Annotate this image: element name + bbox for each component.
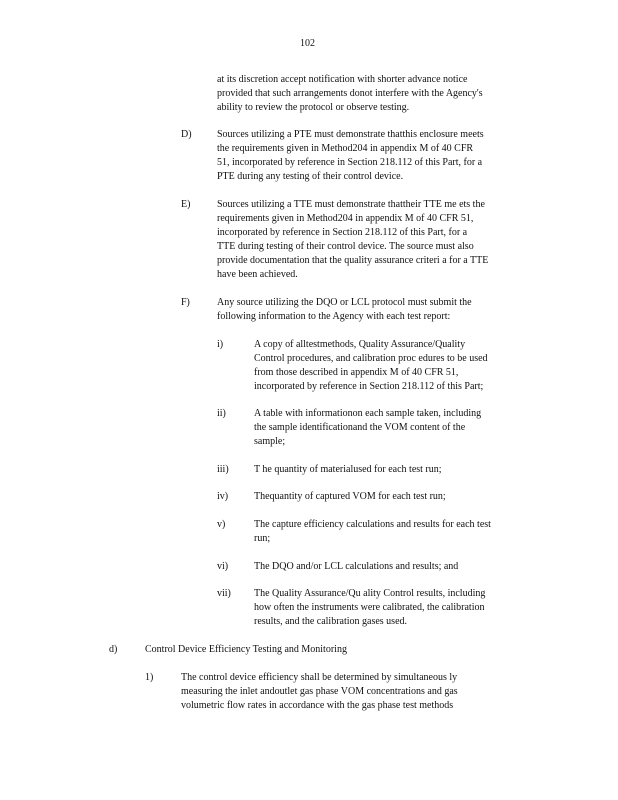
sub-item-paragraph	[254, 463, 554, 477]
text-line: The Quality Assurance/Qu ality Control results, including	[254, 588, 486, 599]
sub-item-label: iv)	[217, 491, 229, 502]
text-line: provided that such arrangements donot interfere with the Agency's	[217, 88, 483, 99]
sub-item-paragraph	[254, 587, 554, 629]
sub-item-label: ii)	[217, 408, 226, 419]
text-line: following information to the Agency with each test report:	[217, 311, 451, 322]
text-line: provide documentation that the quality assurance criteri a for a TTE	[217, 255, 489, 266]
text-line: Sources utilizing a PTE must demonstrate thatthis enclosure meets	[217, 129, 484, 140]
section-d-label: d)	[109, 644, 118, 655]
text-line: the sample identificationand the VOM content of the	[254, 422, 466, 433]
section-d-heading: Control Device Efficiency Testing and Monitoring	[145, 644, 347, 655]
text-line: requirements given in Method204 in appendix M of 40 CFR 51,	[217, 213, 474, 224]
text-line: Thequantity of captured VOM for each test run;	[254, 491, 446, 502]
page-number: 102	[300, 38, 315, 49]
item-e-paragraph	[217, 198, 547, 282]
continuation-paragraph	[217, 73, 537, 115]
text-line: the requirements given in Method204 in appendix M of 40 CFR	[217, 143, 474, 154]
sub-item-label: iii)	[217, 464, 229, 475]
text-line: A copy of alltestmethods, Quality Assurance/Quality	[254, 339, 466, 350]
text-line: TTE during testing of their control device. The source must also	[217, 241, 474, 252]
item-e-label: E)	[181, 199, 191, 210]
sub-item-paragraph	[254, 338, 554, 394]
text-line: sample;	[254, 436, 286, 447]
item-1-paragraph	[181, 671, 521, 713]
text-line: from those described in appendix M of 40 CFR 51,	[254, 367, 459, 378]
item-f-label: F)	[181, 297, 190, 308]
text-line: have been achieved.	[217, 269, 298, 280]
text-line: incorporated by reference in Section 218.112 of this Part, for a	[217, 227, 468, 238]
item-f-paragraph	[217, 296, 547, 324]
text-line: ability to review the protocol or observe testing.	[217, 102, 410, 113]
sub-item-paragraph	[254, 560, 554, 574]
item-d-label: D)	[181, 129, 192, 140]
sub-item-label: v)	[217, 519, 226, 530]
sub-item-label: vi)	[217, 561, 229, 572]
text-line: 51, incorporated by reference in Section 218.112 of this Part, for a	[217, 157, 483, 168]
sub-item-paragraph	[254, 490, 554, 504]
text-line: measuring the inlet andoutlet gas phase VOM concentrations and gas	[181, 686, 458, 697]
text-line: The capture efficiency calculations and results for each test	[254, 519, 491, 530]
item-1-label: 1)	[145, 672, 154, 683]
sub-item-paragraph	[254, 407, 554, 449]
text-line: incorporated by reference in Section 218.112 of this Part;	[254, 381, 484, 392]
text-line: results, and the calibration gases used.	[254, 616, 408, 627]
text-line: Any source utilizing the DQO or LCL protocol must submit the	[217, 297, 472, 308]
text-line: T he quantity of materialused for each test run;	[254, 464, 442, 475]
text-line: how often the instruments were calibrated, the calibration	[254, 602, 485, 613]
text-line: Control procedures, and calibration proc edures to be used	[254, 353, 488, 364]
text-line: A table with informationon each sample taken, including	[254, 408, 482, 419]
item-d-paragraph	[217, 128, 547, 184]
text-line: run;	[254, 533, 271, 544]
sub-item-label: i)	[217, 339, 224, 350]
text-line: volumetric flow rates in accordance with the gas phase test methods	[181, 700, 454, 711]
text-line: The control device efficiency shall be determined by simultaneous ly	[181, 672, 458, 683]
text-line: The DQO and/or LCL calculations and results; and	[254, 561, 459, 572]
text-line: Sources utilizing a TTE must demonstrate thattheir TTE me ets the	[217, 199, 485, 210]
sub-item-label: vii)	[217, 588, 231, 599]
text-line: PTE during any testing of their control device.	[217, 171, 404, 182]
sub-item-paragraph	[254, 518, 554, 546]
text-line: at its discretion accept notification with shorter advance notice	[217, 74, 468, 85]
